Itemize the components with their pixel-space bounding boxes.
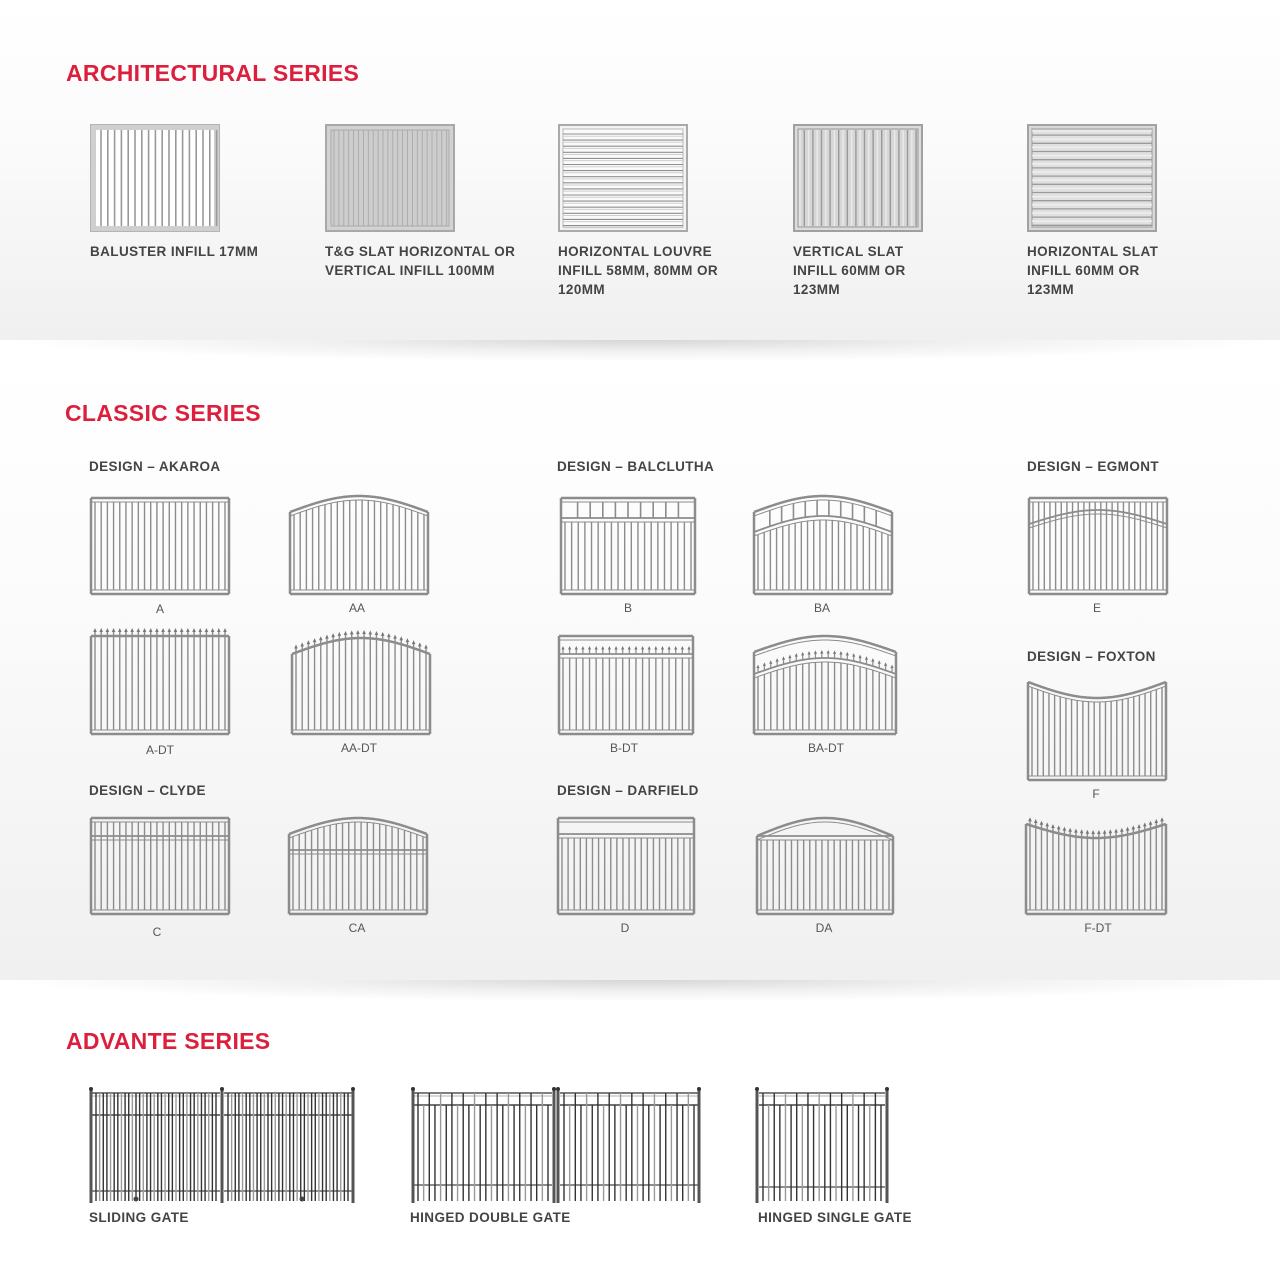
design-title-balclutha: DESIGN – BALCLUTHA	[557, 459, 715, 474]
tg-slat-infill-icon	[325, 124, 455, 232]
hinged-single-gate-icon	[754, 1085, 890, 1203]
gate-f-dt-icon	[1024, 812, 1168, 916]
arch-item-baluster[interactable]	[90, 124, 290, 261]
gate-code-label: A-DT	[146, 743, 174, 757]
gate-d-icon	[556, 814, 696, 916]
design-title-darfield: DESIGN – DARFIELD	[557, 783, 699, 798]
gate-c-diagram[interactable]	[89, 814, 231, 916]
gate-b-icon	[559, 494, 697, 596]
arch-item-vertical-slat[interactable]	[793, 124, 938, 299]
gate-a-diagram[interactable]	[89, 494, 231, 596]
gate-da-diagram[interactable]	[755, 814, 895, 916]
arch-item-label: BALUSTER INFILL 17MM	[90, 244, 259, 259]
gate-a-dt-diagram[interactable]	[89, 624, 231, 736]
design-title-clyde: DESIGN – CLYDE	[89, 783, 206, 798]
gate-ba-icon	[752, 492, 894, 596]
horizontal-slat-icon	[1027, 124, 1157, 232]
arch-item-label: VERTICAL SLAT INFILL 60MM OR 123MM	[793, 244, 906, 297]
gate-aa-icon	[288, 492, 430, 596]
advante-label-hinged-double: HINGED DOUBLE GATE	[410, 1210, 571, 1225]
advante-label-sliding: SLIDING GATE	[89, 1210, 189, 1225]
gate-f-dt-diagram[interactable]	[1024, 812, 1168, 916]
architectural-series-title: ARCHITECTURAL SERIES	[66, 60, 360, 86]
gate-aa-dt-icon	[290, 624, 432, 736]
gate-code-label: F-DT	[1084, 921, 1112, 935]
vertical-slat-icon	[793, 124, 923, 232]
gate-aa-dt-diagram[interactable]	[290, 624, 432, 736]
arch-item-horizontal-slat[interactable]	[1027, 124, 1167, 299]
gate-e-diagram[interactable]	[1027, 494, 1169, 596]
gate-ba-dt-icon	[752, 632, 898, 736]
gate-ba-dt-diagram[interactable]	[752, 632, 898, 736]
gate-c-icon	[89, 814, 231, 916]
gate-a-dt-icon	[89, 624, 231, 736]
arch-item-label: HORIZONTAL SLAT INFILL 60MM OR 123MM	[1027, 244, 1159, 297]
gate-code-label: DA	[815, 921, 833, 935]
gate-e-icon	[1027, 494, 1169, 596]
gate-ca-icon	[287, 814, 429, 916]
gate-code-label: AA	[348, 601, 365, 615]
gate-f-diagram[interactable]	[1026, 680, 1168, 782]
gate-code-label: D	[620, 921, 630, 935]
gate-code-label: AA-DT	[341, 741, 377, 755]
gate-code-label: CA	[348, 921, 366, 935]
arch-item-tg-slat[interactable]	[325, 124, 520, 280]
design-title-egmont: DESIGN – EGMONT	[1027, 459, 1160, 474]
hinged-double-gate-icon	[410, 1085, 702, 1203]
gate-code-label: F	[1092, 787, 1100, 801]
baluster-infill-icon	[90, 124, 220, 232]
gate-d-diagram[interactable]	[556, 814, 696, 916]
arch-item-horizontal-louvre[interactable]	[558, 124, 738, 299]
hinged-single-gate-diagram[interactable]	[754, 1085, 890, 1203]
gate-code-label: C	[152, 925, 162, 939]
classic-series-title: CLASSIC SERIES	[65, 400, 261, 426]
gate-code-label: B	[623, 601, 632, 615]
gate-code-label: E	[1092, 601, 1101, 615]
gate-a-icon	[89, 494, 231, 596]
gate-b-diagram[interactable]	[559, 494, 697, 596]
horizontal-louvre-icon	[558, 124, 688, 232]
gate-f-icon	[1026, 680, 1168, 782]
sliding-gate-diagram[interactable]	[88, 1085, 356, 1203]
design-title-akaroa: DESIGN – AKAROA	[89, 459, 221, 474]
gate-ba-diagram[interactable]	[752, 492, 894, 596]
gate-code-label: B-DT	[610, 741, 638, 755]
sliding-gate-icon	[88, 1085, 356, 1203]
gate-b-dt-diagram[interactable]	[557, 632, 695, 736]
gate-da-icon	[755, 814, 895, 916]
gate-aa-diagram[interactable]	[288, 492, 430, 596]
advante-label-hinged-single: HINGED SINGLE GATE	[758, 1210, 912, 1225]
hinged-double-gate-diagram[interactable]	[410, 1085, 702, 1203]
gate-code-label: A	[155, 602, 164, 616]
gate-ca-diagram[interactable]	[287, 814, 429, 916]
advante-series-title: ADVANTE SERIES	[66, 1028, 271, 1054]
design-title-foxton: DESIGN – FOXTON	[1027, 649, 1156, 664]
gate-code-label: BA-DT	[808, 741, 844, 755]
gate-b-dt-icon	[557, 632, 695, 736]
gate-code-label: BA	[813, 601, 830, 615]
arch-item-label: T&G SLAT HORIZONTAL OR VERTICAL INFILL 100MM	[325, 244, 516, 278]
arch-item-label: HORIZONTAL LOUVRE INFILL 58MM, 80MM OR 120MM	[558, 244, 719, 297]
